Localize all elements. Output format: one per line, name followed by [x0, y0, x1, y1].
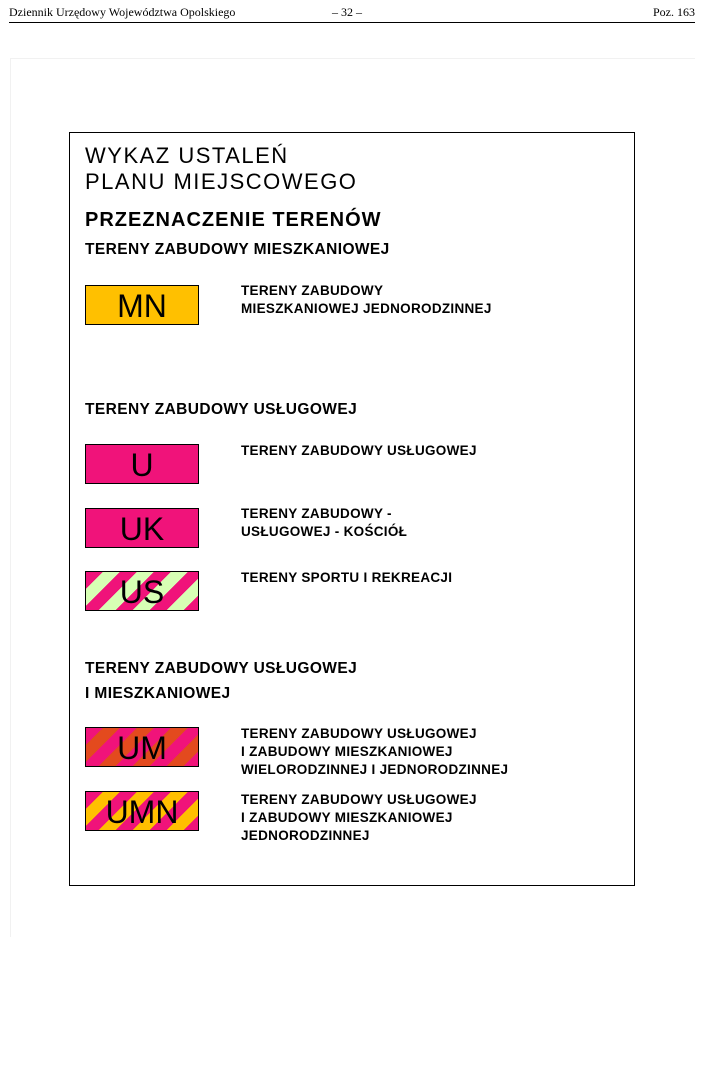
legend-code-mn: MN [117, 288, 167, 324]
desc-line: TERENY ZABUDOWY - [241, 506, 392, 521]
section-heading: PRZEZNACZENIE TERENÓW [85, 209, 382, 231]
legend-swatch-u [85, 444, 199, 484]
desc-line: TERENY ZABUDOWY USŁUGOWEJ [241, 792, 477, 807]
legend-frame [69, 132, 635, 886]
journal-title: Dziennik Urzędowy Województwa Opolskiego [9, 5, 236, 19]
group-heading-services: TERENY ZABUDOWY USŁUGOWEJ [85, 401, 358, 418]
position-number: Poz. 163 [653, 5, 695, 19]
desc-line: MIESZKANIOWEJ JEDNORODZINNEJ [241, 301, 492, 316]
desc-line: I ZABUDOWY MIESZKANIOWEJ [241, 810, 453, 825]
group-heading-residential: TERENY ZABUDOWY MIESZKANIOWEJ [85, 241, 390, 258]
legend-code-um: UM [117, 730, 167, 766]
desc-line: I ZABUDOWY MIESZKANIOWEJ [241, 744, 453, 759]
legend-title-line2: PLANU MIEJSCOWEGO [85, 169, 358, 194]
legend-desc-um [241, 725, 508, 779]
desc-line: WIELORODZINNEJ I JEDNORODZINNEJ [241, 762, 509, 777]
legend-swatch-um [85, 727, 199, 767]
desc-line: TERENY ZABUDOWY USŁUGOWEJ [241, 726, 477, 741]
legend-desc-u [241, 442, 477, 460]
legend-code-us: US [119, 574, 165, 610]
legend-swatch-us [85, 571, 199, 611]
legend-code-umn: UMN [105, 794, 179, 830]
page-number: – 32 – [332, 5, 362, 19]
group-heading-mixed-line1: TERENY ZABUDOWY USŁUGOWEJ [85, 660, 358, 677]
page-header [9, 4, 695, 23]
legend-desc-uk [241, 505, 407, 541]
legend-desc-umn [241, 791, 477, 845]
legend-desc-us [241, 569, 452, 587]
desc-line: USŁUGOWEJ - KOŚCIÓŁ [241, 524, 408, 539]
desc-line: JEDNORODZINNEJ [241, 828, 370, 843]
legend-code-uk: UK [119, 511, 165, 547]
legend-swatch-mn [85, 285, 199, 325]
desc-line: TERENY ZABUDOWY [241, 283, 384, 298]
legend-swatch-uk [85, 508, 199, 548]
legend-swatch-umn [85, 791, 199, 831]
legend-code-u: U [130, 447, 154, 483]
legend-desc-mn [241, 282, 492, 318]
group-heading-mixed-line2: I MIESZKANIOWEJ [85, 685, 231, 702]
desc-line: TERENY ZABUDOWY USŁUGOWEJ [241, 443, 477, 458]
desc-line: TERENY SPORTU I REKREACJI [241, 570, 453, 585]
legend-title-line1: WYKAZ USTALEŃ [85, 143, 289, 168]
